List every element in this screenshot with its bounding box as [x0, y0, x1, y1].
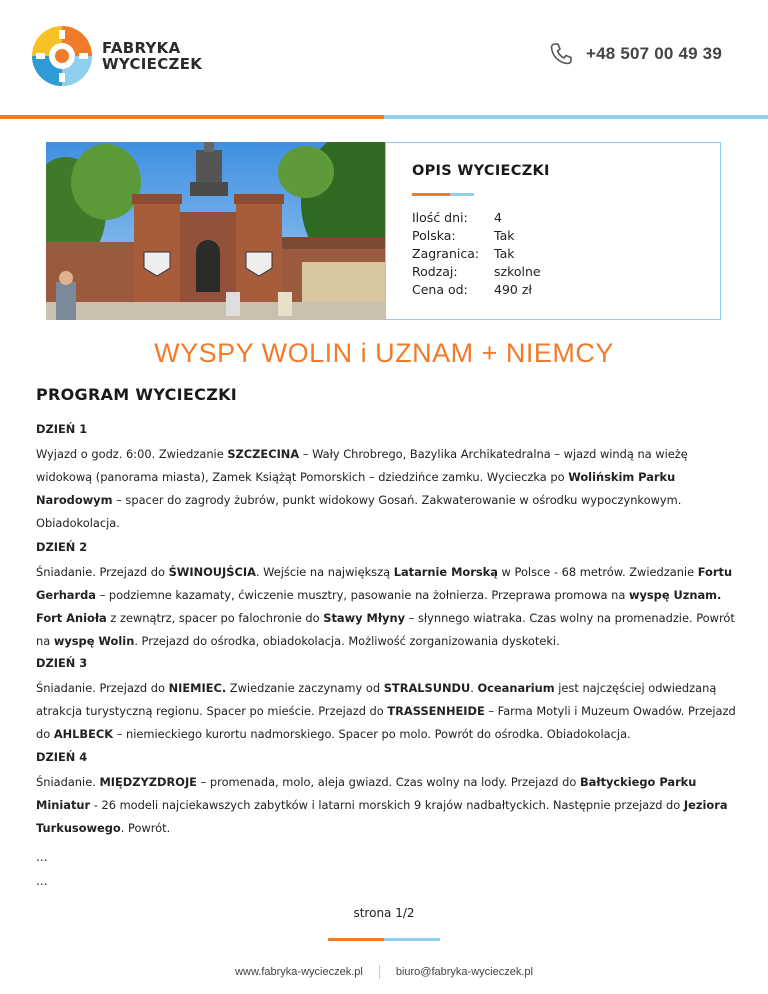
- ellipsis: ...: [36, 850, 48, 864]
- day-title: DZIEŃ 4: [36, 750, 88, 764]
- info-label: Zagranica:: [412, 246, 480, 261]
- highlight-text: STRALSUNDU: [383, 681, 471, 695]
- day-description: [36, 561, 736, 653]
- fort-photo: [46, 142, 402, 320]
- page-number: strona 1/2: [353, 906, 415, 920]
- body-text: - 26 modeli najciekawszych zabytków i latarni morskich 9 krajów nadbałtyckich. Następnie przejazd do: [90, 798, 684, 812]
- header-divider: [0, 115, 768, 119]
- body-text: Wyjazd o godz. 6:00. Zwiedzanie: [36, 447, 228, 461]
- info-value: 490 zł: [494, 282, 532, 297]
- gear-logo-icon: [30, 24, 94, 88]
- day-description: [36, 677, 736, 746]
- ellipsis: ...: [36, 874, 48, 888]
- info-divider: [412, 193, 474, 196]
- footer-divider: [328, 938, 440, 941]
- highlight-text: Fort Anioła: [36, 611, 107, 625]
- body-text: . Wejście na największą: [255, 565, 394, 579]
- highlight-text: Fortu Gerharda: [36, 565, 733, 602]
- body-text: Śniadanie.: [36, 775, 100, 789]
- highlight-text: SZCZECINA: [227, 447, 300, 461]
- day-section: [36, 652, 736, 746]
- body-text: jest najczęściej odwiedzaną atrakcja turystyczną regionu. Spacer po mieście. Przejazd do: [36, 681, 717, 718]
- day-title: DZIEŃ 3: [36, 656, 88, 670]
- day-description: [36, 771, 736, 840]
- trip-info-box: [385, 142, 721, 320]
- day-title: DZIEŃ 2: [36, 540, 88, 554]
- brand-line-1: FABRYKA: [102, 39, 181, 57]
- body-text: Śniadanie. Przejazd do: [36, 681, 169, 695]
- body-text: – Farma Motyli i Muzeum Owadów. Przejazd do: [36, 704, 736, 741]
- highlight-text: AHLBECK: [53, 727, 114, 741]
- highlight-text: TRASSENHEIDE: [387, 704, 485, 718]
- header-phone[interactable]: [548, 40, 722, 68]
- info-row-abroad: [412, 245, 541, 263]
- info-value: 4: [494, 210, 502, 225]
- info-row-poland: [412, 227, 541, 245]
- highlight-text: NIEMIEC.: [168, 681, 227, 695]
- body-text: . Przejazd do ośrodka, obiadokolacja. Możliwość zorganizowania dyskoteki.: [134, 634, 560, 648]
- highlight-text: Latarnie Morską: [393, 565, 498, 579]
- info-rows: [412, 209, 541, 299]
- program-title: PROGRAM WYCIECZKI: [36, 385, 238, 404]
- info-row-days: [412, 209, 541, 227]
- trip-title: WYSPY WOLIN i UZNAM + NIEMCY: [154, 338, 614, 368]
- body-text: – promenada, molo, aleja gwiazd. Czas wolny na lody. Przejazd do: [196, 775, 580, 789]
- day-description: [36, 443, 736, 535]
- info-label: Rodzaj:: [412, 264, 458, 279]
- body-text: – słynnego wiatraka. Czas wolny na promenadzie. Powrót na: [36, 611, 735, 648]
- body-text: – Wały Chrobrego, Bazylika Archikatedralna – wjazd windą na wieżę widokową (panorama miasta), Zamek Książąt Pomorskich – dziedzińce zamku. Wycieczka po: [36, 447, 688, 484]
- phone-icon: [548, 41, 574, 67]
- info-label: Polska:: [412, 228, 456, 243]
- info-value: Tak: [494, 228, 515, 243]
- day-section: [36, 418, 736, 535]
- day-section: [36, 746, 736, 840]
- body-text: . Powrót.: [120, 821, 171, 835]
- info-row-price: [412, 281, 541, 299]
- footer-email-link[interactable]: biuro@fabryka-wycieczek.pl: [395, 966, 533, 978]
- brand-logo[interactable]: [30, 24, 210, 88]
- info-value: Tak: [494, 246, 515, 261]
- brand-name: [102, 40, 202, 72]
- info-label: Ilość dni:: [412, 210, 468, 225]
- highlight-text: Wolińskim Parku Narodowym: [36, 470, 676, 507]
- info-row-type: [412, 263, 541, 281]
- highlight-text: Jeziora Turkusowego: [36, 798, 728, 835]
- highlight-text: Oceanarium: [477, 681, 555, 695]
- phone-number: +48 507 00 49 39: [585, 44, 722, 63]
- footer: [0, 965, 768, 979]
- info-value: szkolne: [494, 264, 541, 279]
- body-text: – spacer do zagrody żubrów, punkt widokowy Gosań. Zakwaterowanie w ośrodku wypoczynkowym. Obiadokolacja.: [36, 493, 682, 530]
- brand-line-2: WYCIECZEK: [102, 55, 203, 73]
- footer-separator: [379, 965, 380, 979]
- day-title: DZIEŃ 1: [36, 422, 88, 436]
- info-label: Cena od:: [412, 282, 468, 297]
- highlight-text: Bałtyckiego Parku Miniatur: [36, 775, 697, 812]
- info-title: OPIS WYCIECZKI: [412, 163, 550, 179]
- body-text: Śniadanie. Przejazd do: [36, 565, 169, 579]
- body-text: .: [470, 681, 478, 695]
- body-text: Zwiedzanie zaczynamy od: [226, 681, 384, 695]
- body-text: – niemieckiego kurortu nadmorskiego. Spacer po molo. Powrót do ośrodka. Obiadokolacja.: [113, 727, 631, 741]
- highlight-text: wyspę Wolin: [53, 634, 135, 648]
- day-section: [36, 536, 736, 653]
- body-text: w Polsce - 68 metrów. Zwiedzanie: [497, 565, 698, 579]
- body-text: z zewnątrz, spacer po falochronie do: [106, 611, 324, 625]
- highlight-text: Stawy Młyny: [323, 611, 406, 625]
- footer-website-link[interactable]: www.fabryka-wycieczek.pl: [235, 966, 363, 978]
- highlight-text: MIĘDZYZDROJE: [99, 775, 197, 789]
- body-text: – podziemne kazamaty, ćwiczenie musztry, pasowanie na żołnierza. Przeprawa promowa na: [95, 588, 629, 602]
- highlight-text: wyspę Uznam.: [628, 588, 722, 602]
- highlight-text: ŚWINOUJŚCIA: [168, 565, 256, 579]
